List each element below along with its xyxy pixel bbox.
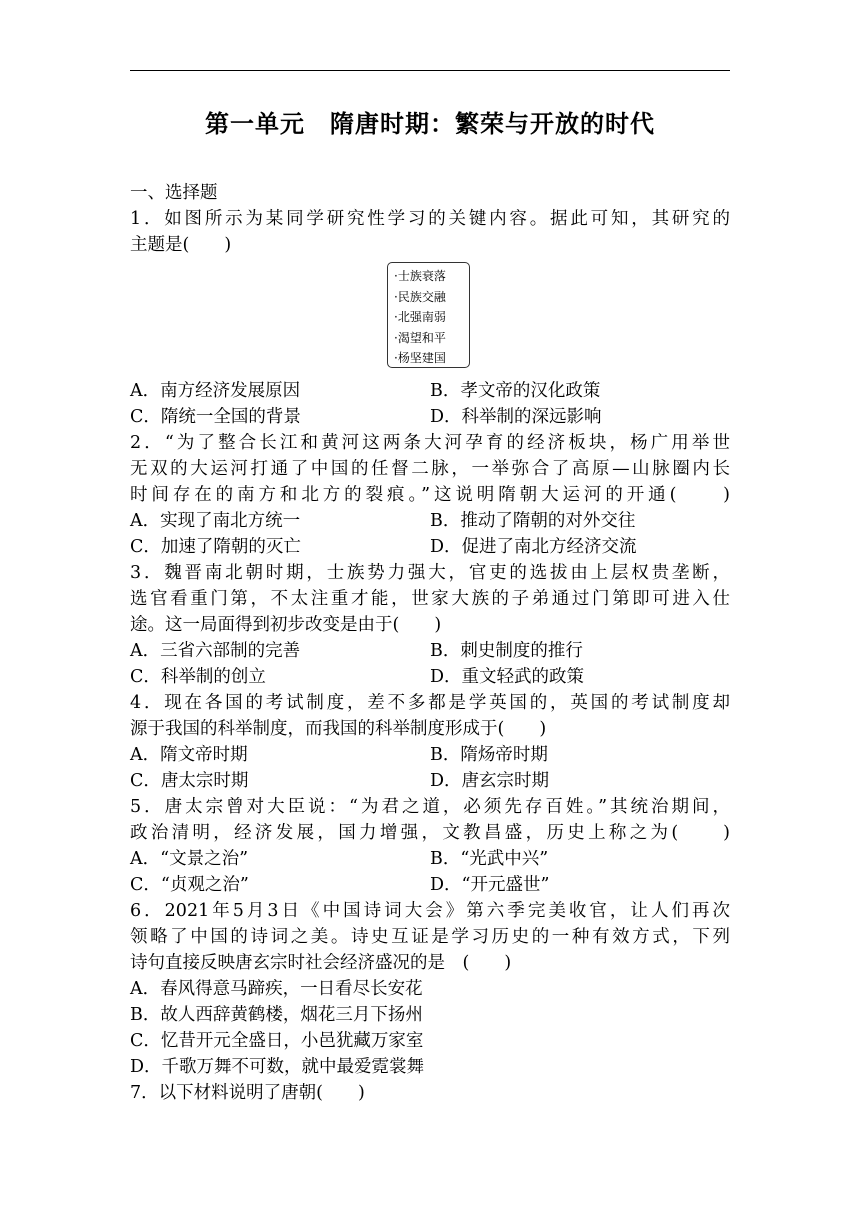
question-3-line-2: 选官看重门第，不太注重才能，世家大族的子弟通过门第即可进入仕	[130, 589, 730, 609]
option-c: C．唐太宗时期	[130, 771, 249, 791]
keyword-item: ·渴望和平	[394, 330, 446, 345]
question-4-line-2: 源于我国的科举制度，而我国的科举制度形成于( )	[130, 719, 547, 739]
question-1-options-row-2	[130, 404, 730, 430]
option-b: B．推动了隋朝的对外交往	[430, 511, 636, 531]
option-d: D．促进了南北方经济交流	[430, 537, 637, 557]
question-4-options-row-2	[130, 768, 730, 794]
option-c: C．隋统一全国的背景	[130, 407, 301, 427]
option-b: B．孝文帝的汉化政策	[430, 381, 601, 401]
option-d: D．唐玄宗时期	[430, 771, 550, 791]
option-a: A．“文景之治”	[130, 849, 249, 869]
option-c: C．“贞观之治”	[130, 875, 249, 895]
option-d: D．重文轻武的政策	[430, 667, 585, 687]
question-7-line-1: 7．以下材料说明了唐朝( )	[130, 1083, 365, 1103]
question-3-line-1: 3．魏晋南北朝时期，士族势力强大，官吏的选拔由上层权贵垄断，	[130, 563, 730, 583]
question-4-options-row-1	[130, 742, 730, 768]
option-a: A．南方经济发展原因	[130, 381, 301, 401]
question-1-options-row-1	[130, 378, 730, 404]
question-1-figure	[130, 258, 730, 378]
question-2-options-row-1	[130, 508, 730, 534]
keyword-item: ·士族衰落	[394, 269, 446, 283]
option-d: D．科举制的深远影响	[430, 407, 602, 427]
question-3-options-row-2	[130, 664, 730, 690]
question-4-line-1: 4．现在各国的考试制度，差不多都是学英国的，英国的考试制度却	[130, 693, 730, 713]
option-a: A．春风得意马蹄疾，一日看尽长安花	[130, 979, 423, 999]
question-6-line-3: 诗句直接反映唐玄宗时社会经济盛况的是 ( )	[130, 953, 512, 973]
keyword-item: ·杨坚建国	[394, 351, 446, 365]
question-list	[130, 180, 730, 1106]
option-c: C．忆昔开元全盛日，小邑犹藏万家室	[130, 1031, 424, 1051]
section-heading: 一、选择题	[130, 183, 218, 203]
question-2-line-3: 时间存在的南方和北方的裂痕。”这说明隋朝大运河的开通( )	[130, 485, 730, 505]
keyword-item: ·民族交融	[394, 289, 446, 304]
question-6-line-1: 6．2021年5月3日《中国诗词大会》第六季完美收官，让人们再次	[130, 901, 730, 921]
header-rule	[130, 70, 730, 71]
question-1-line-1: 1．如图所示为某同学研究性学习的关键内容。据此可知，其研究的	[130, 209, 730, 229]
question-3-line-3: 途。这一局面得到初步改变是由于( )	[130, 615, 442, 635]
question-5-options-row-2	[130, 872, 730, 898]
option-a: A．实现了南北方统一	[130, 511, 301, 531]
option-b: B．隋炀帝时期	[430, 745, 548, 765]
option-b: B．“光武中兴”	[430, 849, 549, 869]
question-5-line-2: 政治清明，经济发展，国力增强，文教昌盛，历史上称之为( )	[130, 823, 730, 843]
option-a: A．隋文帝时期	[130, 745, 248, 765]
option-c: C．科举制的创立	[130, 667, 266, 687]
option-b: B．刺史制度的推行	[430, 641, 583, 661]
keyword-item: ·北强南弱	[394, 310, 446, 324]
question-2-options-row-2	[130, 534, 730, 560]
page-title: 第一单元 隋唐时期：繁荣与开放的时代	[205, 110, 655, 138]
question-6-line-2: 领略了中国的诗词之美。诗史互证是学习历史的一种有效方式，下列	[130, 927, 730, 947]
question-2-line-1: 2．“为了整合长江和黄河这两条大河孕育的经济板块，杨广用举世	[130, 433, 730, 453]
option-b: B．故人西辞黄鹤楼，烟花三月下扬州	[130, 1005, 423, 1025]
question-3-options-row-1	[130, 638, 730, 664]
option-a: A．三省六部制的完善	[130, 641, 301, 661]
question-5-options-row-1	[130, 846, 730, 872]
option-d: D．千歌万舞不可数，就中最爱霓裳舞	[130, 1057, 425, 1077]
question-5-line-1: 5．唐太宗曾对大臣说：“为君之道，必须先存百姓。”其统治期间，	[130, 797, 730, 817]
question-2-line-2: 无双的大运河打通了中国的任督二脉，一举弥合了高原—山脉圈内长	[130, 459, 730, 479]
keyword-box	[387, 262, 470, 368]
option-d: D．“开元盛世”	[430, 875, 550, 895]
option-c: C．加速了隋朝的灭亡	[130, 537, 301, 557]
question-1-line-2: 主题是( )	[130, 235, 232, 255]
